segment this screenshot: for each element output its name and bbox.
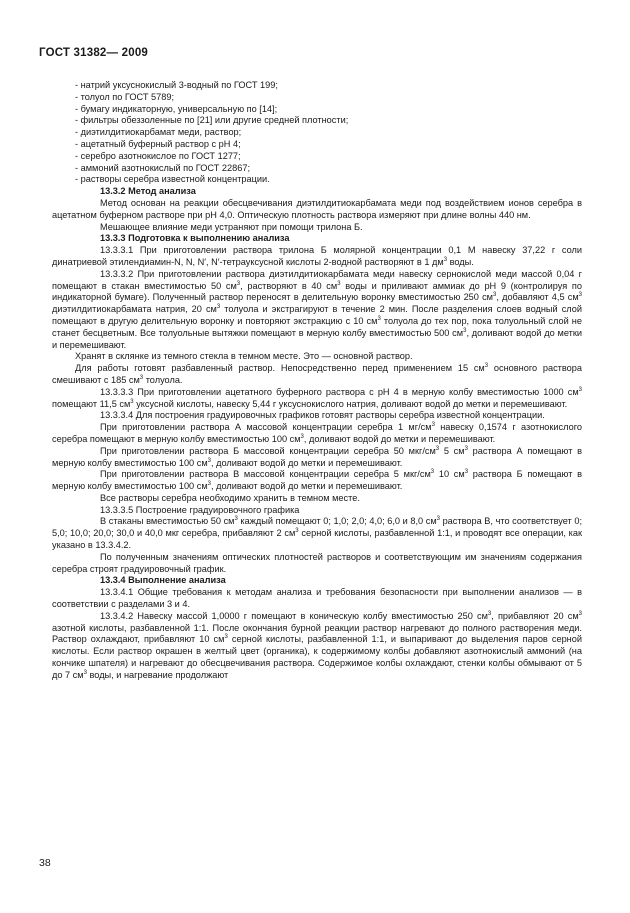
list-item: - натрий уксуснокислый 3-водный по ГОСТ 199; (75, 80, 278, 90)
paragraph: 13.3.3.4 Для построения градуировочных графиков готовят растворы серебра известной концентрации. (100, 410, 545, 421)
paragraph: В стаканы вместимостью 50 $см^3$ каждый помещают 0; 1,0; 2,0; 4,0; 6,0 и 8,0 $см^3$ раствора В, что соответствует 0; 5,0; 10,0; 20,0; 30,0 и 40,0 мкг серебра, прибавляют 2 $см^3$ серной кислоты, разбавленной 1:1, и проводят все операции, как указано в 13.3.4.2. (52, 516, 583, 551)
paragraph: 13.3.3.2 При приготовлении раствора диэтилдитиокарбамата меди навеску сернокислой меди массой 0,04 г помещают в стакан вместимостью 50 $см^3$, растворяют в 40 $см^3$ воды и приливают аммиак до pH 9 (контролируя по индикаторной бумаге). Полученный раствор переносят в делительную воронку вместимостью 250 $см^3$, добавляют 4,5 $см^3$ диэтилдитиокарбамата натрия, 20 $см^3$ толуола и экстрагируют в течение 2 мин. После разделения слоев водный слой помещают в другую делительную воронку и повторяют экстракцию с 10 $см^3$ толуола до тех пор, пока толуольный слой не станет бесцветным. Все толуольные вытяжки помещают в мерную колбу вместимостью 500 $см^3$, доливают водой до метки и перемешивают. (52, 268, 583, 350)
list-item: - серебро азотнокислое по ГОСТ 1277; (75, 150, 241, 161)
paragraph: По полученным значениям оптических плотностей растворов и соответствующим им значениям содержания серебра строят градуировочный график. (52, 551, 582, 574)
paragraph: 13.3.3.1 При приготовлении раствора трилона Б молярной концентрации 0,1 М навеску 37,22 г соли динатриевой этилендиамин-N, N, N′, N′-тетрауксусной кислоты 2-водной растворяют в 1 $дм^3$ воды. (52, 245, 582, 267)
paragraph: 13.3.3.3 При приготовлении ацетатного буферного раствора с pH 4 в мерную колбу вместимостью 1000 $см^3$ помещают 11,5 $см^3$ уксусной кислоты, навеску 5,44 г уксуснокислого натрия, доливают водой до метки и перемешивают. (52, 386, 582, 409)
paragraph: Хранят в склянке из темного стекла в темном месте. Это — основной раствор. (75, 351, 413, 362)
paragraph: Метод основан на реакции обесцвечивания диэтилдитиокарбамата меди под воздействием ионов серебра в ацетатном буферном растворе при pH 4,0. Оптическую плотность раствора измеряют при длине волны 440 нм. (52, 197, 582, 220)
page-header: ГОСТ 31382— 2009 (39, 47, 149, 59)
paragraph: 13.3.4.1 Общие требования к методам анализа и требования безопасности при выполнении анализов — в соответствии с разделами 3 и 4. (52, 587, 582, 610)
section-heading: 13.3.3 Подготовка к выполнению анализа (100, 233, 290, 244)
list-item: - фильтры обеззоленные по [21] или другие средней плотности; (75, 115, 349, 126)
paragraph: 13.3.4.2 Навеску массой 1,0000 г помещают в коническую колбу вместимостью 250 $см^3$, прибавляют 20 $см^3$ азотной кислоты, разбавленной 1:1. После окончания бурной реакции раствор нагревают до полного растворения меди. Раствор охлаждают, прибавляют 10 $см^3$ серной кислоты, разбавленной 1:1, и выпаривают до выделения паров серной кислоты. Если раствор окрашен в желтый цвет (органика), к содержимому колбы добавляют азотнокислый аммоний (на кончике шпателя) и нагревают до обесцвечивания раствора. Содержимое колбы охлаждают, стенки колбы обмывают от 5 до 7 $см^3$ воды, и нагревание продолжают (52, 610, 582, 680)
list-item: - бумагу индикаторную, универсальную по [14]; (75, 103, 278, 114)
paragraph: При приготовлении раствора В массовой концентрации серебра 5 мкг/$см^3$ 10 $см^3$ раствора Б помещают в мерную колбу вместимостью 100 $см^3$, доливают водой до метки и перемешивают. (52, 469, 582, 492)
list-item: - диэтилдитиокарбамат меди, раствор; (75, 127, 242, 138)
paragraph: Все растворы серебра необходимо хранить в темном месте. (100, 492, 360, 503)
paragraph: При приготовлении раствора Б массовой концентрации серебра 50 мкг/$см^3$ 5 $см^3$ раствора А помещают в мерную колбу вместимостью 100 $см^3$, доливают водой до метки и перемешивают. (52, 445, 582, 468)
paragraph: Мешающее влияние меди устраняют при помощи трилона Б. (100, 221, 363, 232)
list-item: - ацетатный буферный раствор с pH 4; (75, 138, 241, 149)
list-item: - толуол по ГОСТ 5789; (75, 91, 175, 102)
page-number: 38 (39, 857, 51, 869)
list-item: - растворы серебра известной концентрации. (75, 174, 270, 185)
paragraph: При приготовлении раствора А массовой концентрации серебра 1 $мг/см^3$ навеску 0,1574 г азотнокислого серебра помещают в мерную колбу вместимостью 100 $см^3$, доливают водой до метки и перемешивают. (52, 422, 582, 444)
paragraph: Для работы готовят разбавленный раствор. Непосредственно перед применением 15 $см^3$ основного раствора смешивают с 185 $см^3$ толуола. (52, 363, 582, 385)
document-body (52, 80, 582, 682)
paragraph: 13.3.3.5 Построение градуировочного графика (100, 504, 300, 515)
section-heading: 13.3.2 Метод анализа (100, 186, 196, 197)
list-item: - аммоний азотнокислый по ГОСТ 22867; (75, 162, 251, 173)
section-heading: 13.3.4 Выполнение анализа (100, 575, 226, 586)
